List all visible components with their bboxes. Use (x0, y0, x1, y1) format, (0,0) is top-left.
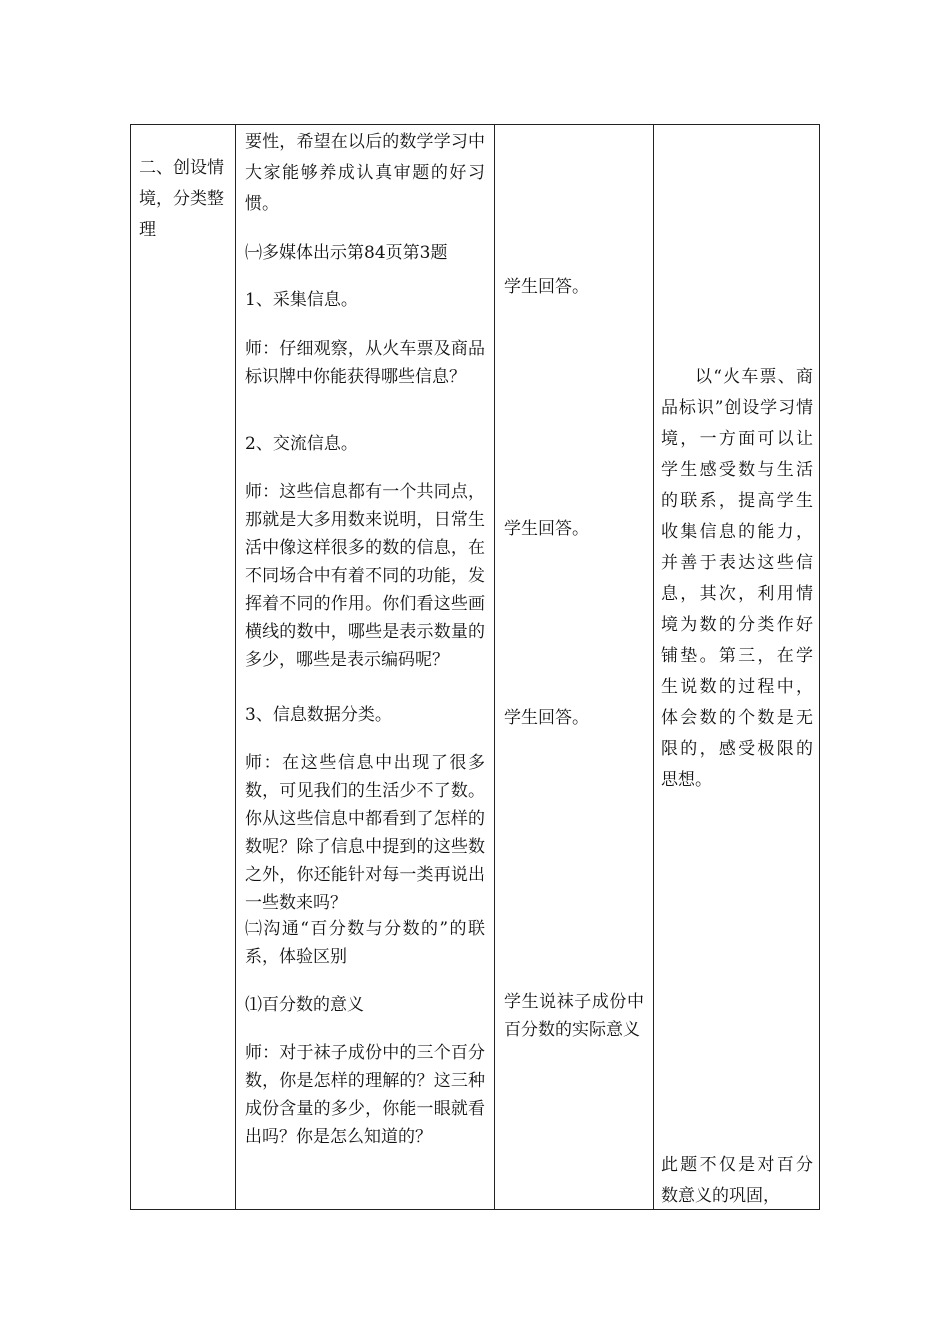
teacher-paragraph: 师：仔细观察，从火车票及商品标识牌中你能获得哪些信息？ (245, 339, 485, 387)
teacher-paragraph: 师：这些信息都有一个共同点，那就是大多用数来说明，日常生活中像这样很多的数的信息，在不同场合中有着不同的功能，发挥着不同的作用。你们看这些画横线的数中，哪些是表示数量的多少，哪些是表示编码呢？ (245, 482, 485, 670)
student-answer: 学生说袜子成份中百分数的实际意义 (504, 992, 644, 1040)
teacher-paragraph: 师：在这些信息中出现了很多数，可见我们的生活少不了数。你从这些信息中都看到了怎样的数呢？除了信息中提到的这些数之外，你还能针对每一类再说出一些数来吗？ (245, 753, 485, 913)
lesson-plan-table (130, 124, 820, 1210)
teacher-paragraph: ㈠多媒体出示第84页第3题 (245, 243, 448, 263)
teacher-paragraph: ㈡沟通“百分数与分数的”的联系，体验区别 (245, 919, 485, 967)
teacher-paragraph: 要性，希望在以后的数学学习中大家能够养成认真审题的好习惯。 (245, 132, 485, 214)
teacher-paragraph: 师：对于袜子成份中的三个百分数，你是怎样的理解的？这三种成份含量的多少，你能一眼就看出吗？你是怎么知道的？ (245, 1043, 485, 1147)
student-answer: 学生回答。 (504, 519, 589, 539)
teacher-paragraph: 1、采集信息。 (245, 290, 358, 310)
design-intent-column (653, 125, 821, 1209)
student-answer: 学生回答。 (504, 277, 589, 297)
teacher-activity-column (235, 125, 494, 1209)
teacher-paragraph: ⑴百分数的意义 (245, 995, 364, 1015)
stage-column (131, 125, 235, 1209)
student-activity-column (494, 125, 653, 1209)
design-paragraph: 以“火车票、商品标识”创设学习情境，一方面可以让学生感受数与生活的联系，提高学生收集信息的能力，并善于表达这些信息，其次，利用情境为数的分类作好铺垫。第三，在学生说数的过程中，体会数的个数是无限的，感受极限的思想。 (661, 367, 813, 790)
design-paragraph: 此题不仅是对百分数意义的巩固， (661, 1155, 813, 1206)
teacher-paragraph: 2、交流信息。 (245, 434, 358, 454)
stage-label: 二、创设情境，分类整理 (139, 158, 224, 240)
teacher-paragraph: 3、信息数据分类。 (245, 705, 392, 725)
student-answer: 学生回答。 (504, 708, 589, 728)
